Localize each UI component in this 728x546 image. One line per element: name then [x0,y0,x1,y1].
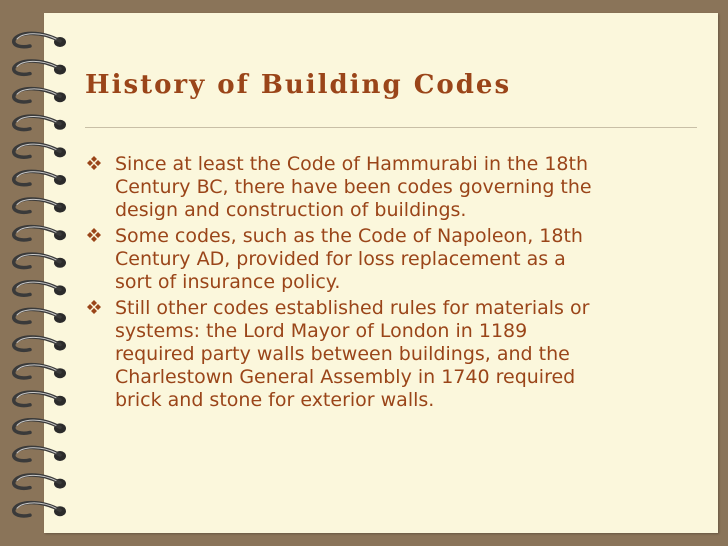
spiral-ring-icon [14,227,66,241]
spiral-ring-icon [14,282,66,296]
spiral-ring-icon [14,447,66,461]
spiral-ring-icon [14,89,66,103]
bullet-line: Some codes, such as the Code of Napoleon, 18th [115,225,583,247]
bullet-line: sort of insurance policy. [115,271,341,293]
spiral-ring-icon [14,337,66,351]
bullet-item [82,153,692,222]
spiral-ring-icon [14,61,66,75]
bullet-line: Since at least the Code of Hammurabi in the 18th [115,153,589,175]
bullet-line: Century AD, provided for loss replacement as a [115,248,566,270]
bullet-line: Still other codes established rules for materials or [115,297,590,319]
spiral-ring-icon [14,392,66,406]
spiral-ring-icon [14,365,66,379]
spiral-ring-icon [14,199,66,213]
bullet-item [82,297,692,412]
spiral-ring-icon [14,309,66,323]
bullet-line: Charlestown General Assembly in 1740 required [115,366,576,388]
notebook-page [44,13,718,533]
bullet-line: required party walls between buildings, and the [115,343,570,365]
title-divider [85,127,697,128]
slide-title: History of Building Codes [85,70,512,100]
spiral-ring-icon [14,475,66,489]
bullet-line: design and construction of buildings. [115,199,467,221]
bullet-line: systems: the Lord Mayor of London in 1189 [115,320,528,342]
spiral-ring-icon [14,503,66,517]
spiral-ring-icon [14,420,66,434]
bullet-line: brick and stone for exterior walls. [115,389,435,411]
spiral-ring-icon [14,33,66,47]
spiral-ring-icon [14,254,66,268]
spiral-ring-icon [14,171,66,185]
bullet-list [82,153,692,415]
bullet-item [82,225,692,294]
spiral-ring-icon [14,144,66,158]
spiral-ring-icon [14,116,66,130]
bullet-line: Century BC, there have been codes governing the [115,176,592,198]
spiral-binding [0,0,90,546]
